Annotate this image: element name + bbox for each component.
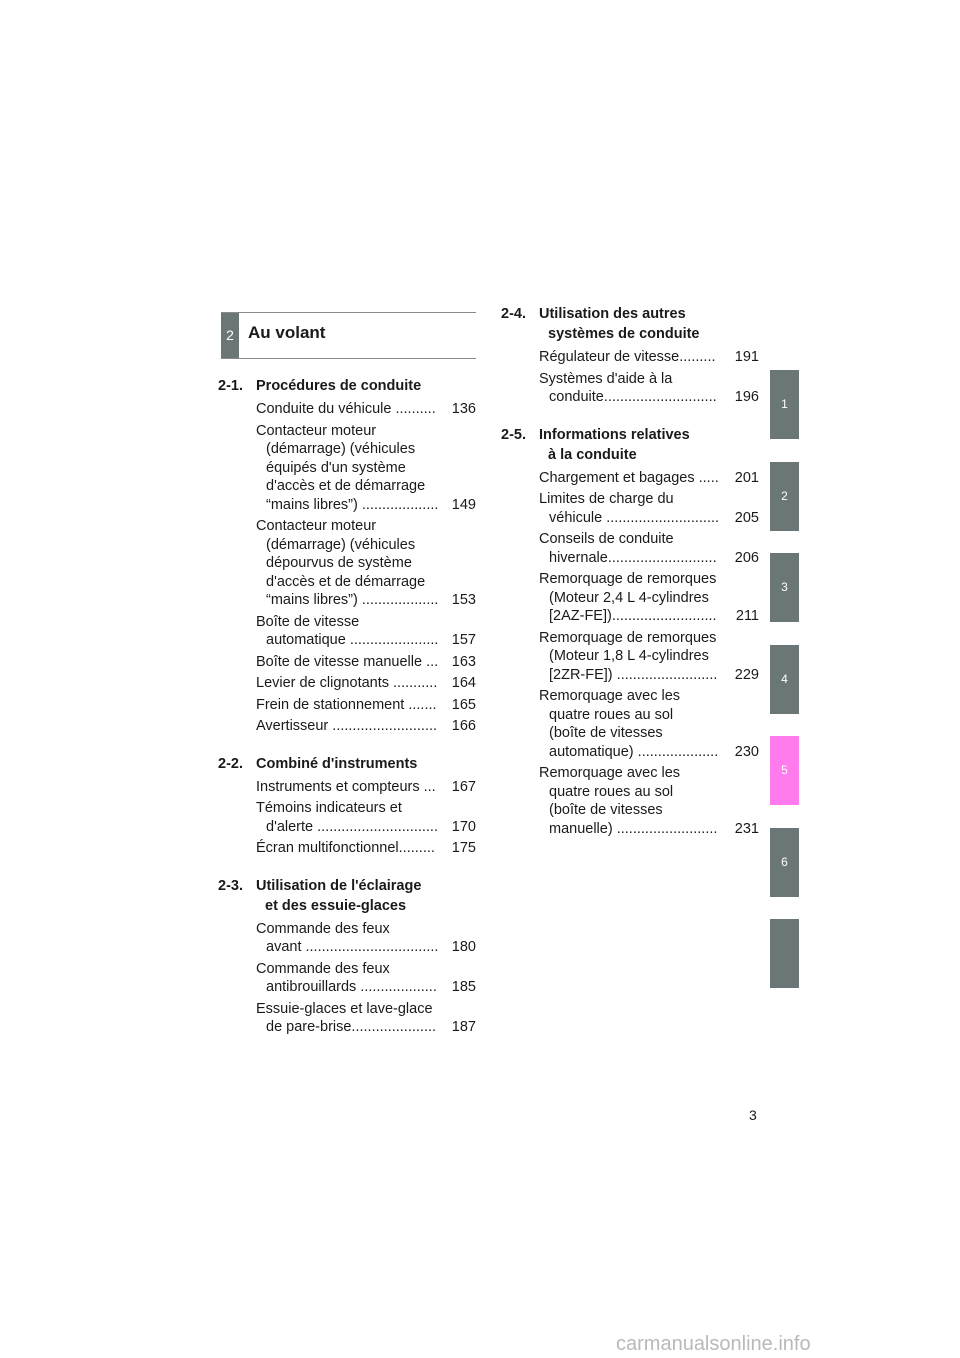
entry-title: Essuie-glaces et lave-glace de pare-brise..................... [256,1000,437,1035]
chapter-title: Au volant [248,323,326,342]
section-title: Utilisation des autres systèmes de conduite [539,306,700,342]
entry-page-number: 153 [451,592,476,608]
entry-page-number: 167 [451,778,476,795]
toc-section [501,425,761,839]
chapter-tab-5[interactable]: 5 [770,736,799,805]
entry-page-number: 231 [734,820,759,837]
entry-page-number: 165 [451,696,476,713]
entry-title: Limites de charge du véhicule ............................ [539,491,720,526]
chapter-tab-4[interactable]: 4 [770,645,799,714]
toc-entry[interactable] [539,370,759,407]
section-title: Utilisation de l'éclairage et des essuie-glaces [256,877,422,914]
toc-entry[interactable] [256,799,476,836]
toc-section [218,876,478,1037]
entry-page-number: 205 [734,509,759,526]
entry-page-number: 185 [451,979,476,995]
toc-entry[interactable] [539,629,759,685]
entry-page-number: 230 [734,743,759,760]
entry-title: Témoins indicateurs et d'alerte .............................. [256,800,438,835]
entry-page-number: 180 [451,939,476,955]
toc-entry[interactable] [539,469,759,488]
chapter-tab-6[interactable]: 6 [770,828,799,897]
section-number: 2-4. [501,306,526,322]
entry-page-number: 196 [734,389,759,405]
section-number: 2-5. [501,426,526,443]
chapter-number: 2 [221,313,239,358]
toc-entry[interactable] [256,1000,476,1037]
toc-entry[interactable] [539,490,759,527]
section-title: Procédures de conduite [256,378,422,394]
toc-entry[interactable] [539,687,759,761]
entry-page-number: 175 [451,840,476,856]
toc-entry[interactable] [256,778,476,797]
toc-entry[interactable] [256,717,476,736]
chapter-tab-1[interactable]: 1 [770,370,799,439]
watermark: carmanualsonline.info [616,1333,811,1355]
toc-entry[interactable] [256,696,476,715]
entry-page-number: 170 [451,818,476,835]
chapter-tab-2[interactable]: 2 [770,462,799,531]
entry-page-number: 201 [734,469,759,486]
toc-entry[interactable] [256,920,476,957]
entry-title: Conduite du véhicule .......... [256,401,436,417]
section-number: 2-2. [218,755,243,772]
toc-entry[interactable] [539,348,759,367]
entry-title: Remorquage de remorques (Moteur 1,8 L 4-cylindres [2ZR-FE]) ......................... [539,629,718,683]
entry-title: Systèmes d'aide à la conduite............................ [539,370,717,405]
entry-page-number: 164 [451,675,476,691]
entry-title: Remorquage avec les quatre roues au sol (boîte de vitesses automatique) .................... [539,688,719,760]
toc-section [218,376,478,736]
toc-left-column [218,376,478,1055]
entry-page-number: 211 [735,608,759,624]
toc-section [218,754,478,858]
entry-page-number: 229 [734,666,759,683]
toc-entry[interactable] [256,422,476,515]
toc-entry[interactable] [256,400,476,419]
entry-title: Boîte de vitesse automatique ...................... [256,613,439,648]
section-heading [501,425,761,465]
entry-page-number: 163 [451,653,476,670]
entry-title: Commande des feux avant ................................. [256,920,439,955]
entry-title: Remorquage de remorques (Moteur 2,4 L 4-cylindres [2AZ-FE]).......................... [539,571,717,624]
entry-page-number: 157 [451,632,476,648]
toc-entry[interactable] [256,517,476,610]
entry-page-number: 166 [451,718,476,734]
entry-page-number: 149 [451,496,476,513]
chapter-tab-3[interactable]: 3 [770,553,799,622]
toc-entry[interactable] [256,613,476,650]
entry-page-number: 187 [451,1019,476,1035]
entry-title: Écran multifonctionnel......... [256,840,435,856]
entry-title: Conseils de conduite hivernale........................... [539,531,717,566]
toc-right-column [501,304,761,856]
entry-title: Frein de stationnement ....... [256,696,437,713]
entry-title: Instruments et compteurs ... [256,778,436,795]
entry-page-number: 136 [451,401,476,417]
entry-title: Levier de clignotants ........... [256,675,438,691]
section-number: 2-3. [218,877,243,894]
entry-title: Chargement et bagages ..... [539,469,719,486]
entry-title: Avertisseur .......................... [256,718,438,734]
section-title: Combiné d'instruments [256,755,418,772]
chapter-tab-index[interactable] [770,919,799,988]
entry-title: Remorquage avec les quatre roues au sol (boîte de vitesses manuelle) ......................... [539,765,718,837]
section-heading [218,376,478,396]
toc-entry[interactable] [256,839,476,858]
page-number: 3 [749,1107,757,1123]
section-heading [218,754,478,774]
toc-entry[interactable] [539,764,759,838]
section-title: Informations relatives à la conduite [539,426,690,463]
toc-entry[interactable] [256,674,476,693]
chapter-header [221,312,476,359]
toc-entry[interactable] [256,960,476,997]
toc-entry[interactable] [256,653,476,672]
entry-title: Contacteur moteur (démarrage) (véhicules équipés d'un système d'accès et de démarrage “mains libres”) ................... [256,422,439,513]
entry-title: Commande des feux antibrouillards ................... [256,960,437,995]
entry-page-number: 206 [734,549,759,566]
section-heading [218,876,478,916]
entry-title: Contacteur moteur (démarrage) (véhicules dépourvus de système d'accès et de démarrage “mains libres”) ................... [256,518,439,608]
toc-section [501,304,761,407]
section-number: 2-1. [218,378,243,394]
entry-title: Régulateur de vitesse......... [539,349,716,365]
entry-page-number: 191 [734,349,759,365]
entry-title: Boîte de vitesse manuelle ... [256,653,439,670]
section-heading [501,304,761,344]
toc-entry[interactable] [539,530,759,567]
toc-entry[interactable] [539,570,759,626]
